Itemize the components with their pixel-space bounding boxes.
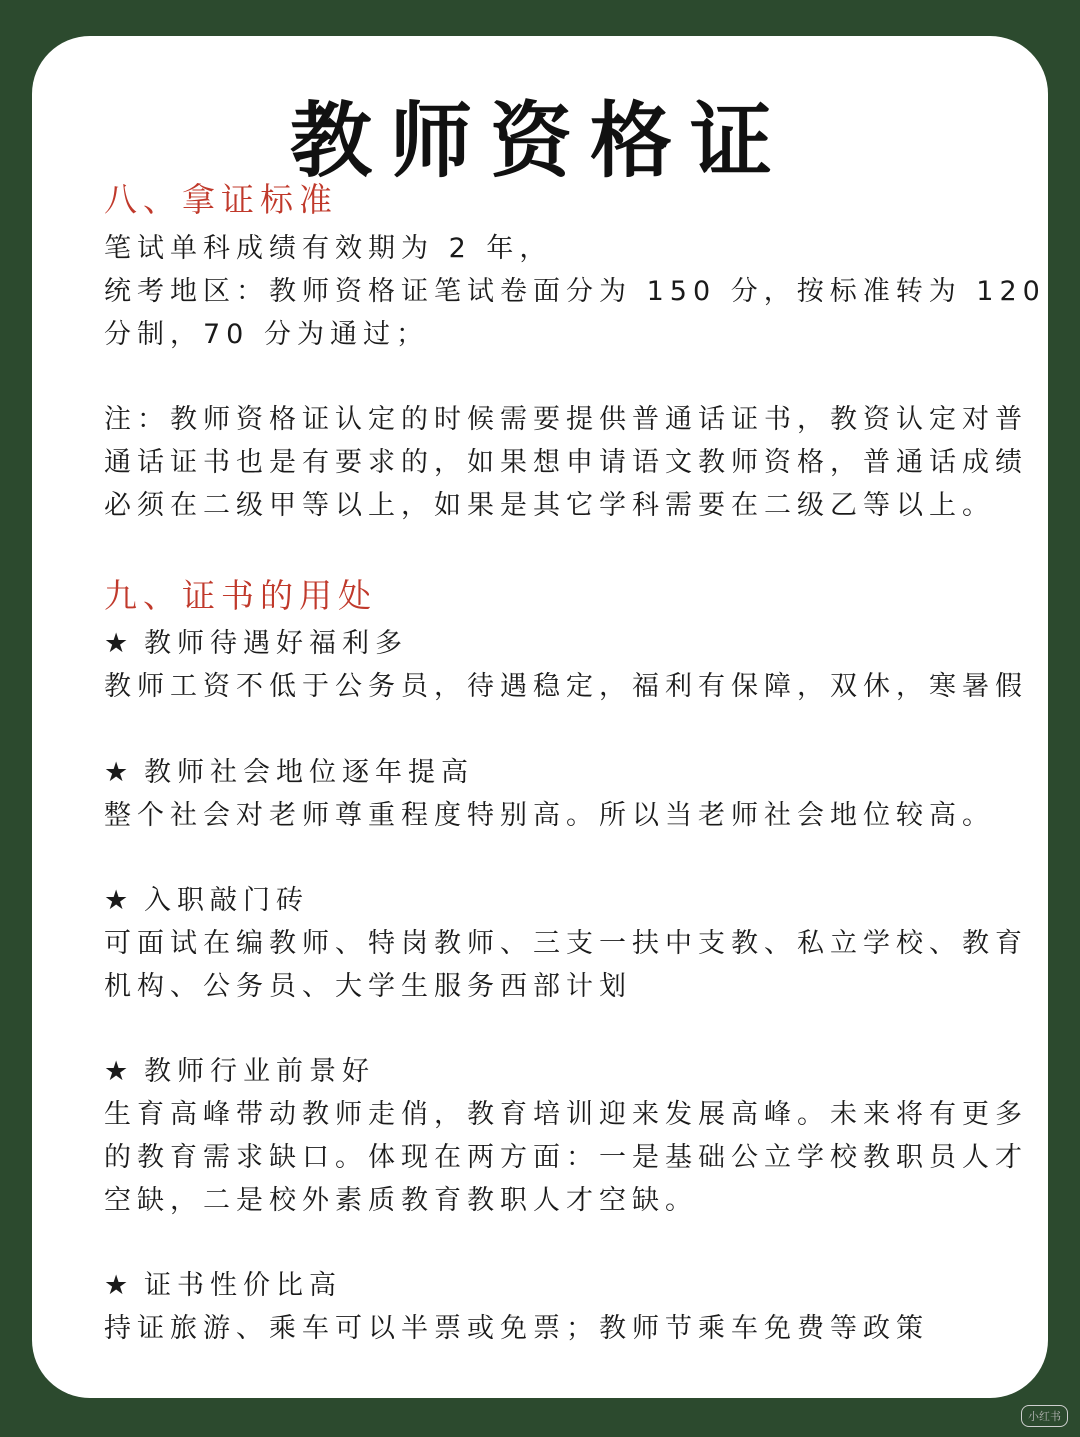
star-icon: ★ [104,885,129,916]
benefit-title [104,751,1004,794]
benefit-line: 生育高峰带动教师走俏，教育培训迎来发展高峰。未来将有更多 [104,1099,1028,1130]
benefit-line: 持证旅游、乘车可以半票或免票；教师节乘车免费等政策 [104,1313,929,1344]
benefit-title [104,1050,1004,1093]
star-icon: ★ [104,628,129,659]
benefit-line: 整个社会对老师尊重程度特别高。所以当老师社会地位较高。 [104,800,995,831]
section-8-line: 分制，70 分为通过； [104,319,429,350]
benefit-title-text: 入职敲门砖 [144,885,309,916]
section-8-heading: 八、拿证标准 [104,180,338,219]
star-icon: ★ [104,1056,129,1087]
benefit-title-text: 教师社会地位逐年提高 [144,757,474,788]
benefit-title [104,1264,1004,1307]
benefit-line: 空缺，二是校外素质教育教职人才空缺。 [104,1185,698,1216]
watermark-logo: 小红书 [1021,1405,1068,1427]
benefit-line: 教师工资不低于公务员，待遇稳定，福利有保障，双休，寒暑假 [104,671,1028,702]
note-line: 注：教师资格证认定的时候需要提供普通话证书，教资认定对普 [104,404,1028,435]
benefit-title-text: 教师待遇好福利多 [144,628,408,659]
section-8-line: 统考地区：教师资格证笔试卷面分为 150 分，按标准转为 120 [104,276,1046,307]
benefit-title [104,622,1004,665]
benefit-title-text: 证书性价比高 [144,1270,342,1301]
note-line: 通话证书也是有要求的，如果想申请语文教师资格，普通话成绩 [104,447,1028,478]
benefit-title-text: 教师行业前景好 [144,1056,375,1087]
star-icon: ★ [104,757,129,788]
benefit-line: 机构、公务员、大学生服务西部计划 [104,971,632,1002]
benefit-title [104,879,1004,922]
star-icon: ★ [104,1270,129,1301]
note-line: 必须在二级甲等以上，如果是其它学科需要在二级乙等以上。 [104,490,995,521]
benefit-line: 的教育需求缺口。体现在两方面：一是基础公立学校教职员人才 [104,1142,1028,1173]
section-8-line: 笔试单科成绩有效期为 2 年， [104,233,553,264]
section-9-heading: 九、证书的用处 [104,576,377,615]
benefit-line: 可面试在编教师、特岗教师、三支一扶中支教、私立学校、教育 [104,928,1028,959]
page-title: 教师资格证 [289,94,790,189]
